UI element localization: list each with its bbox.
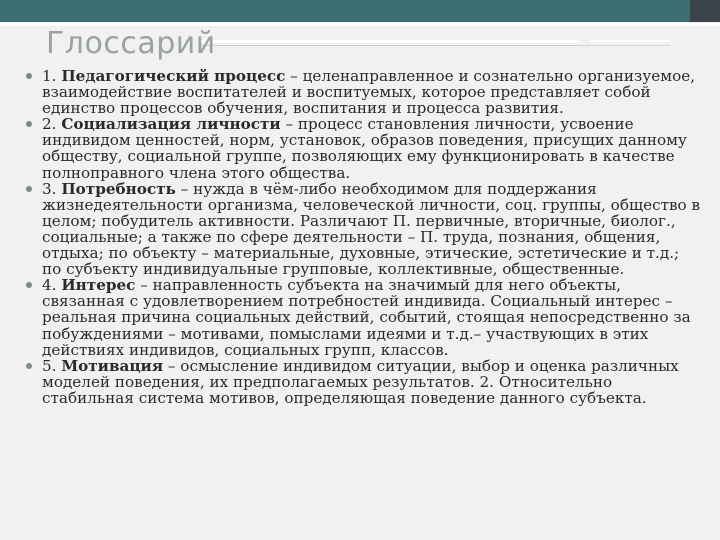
glossary-list	[26, 68, 702, 406]
title-rule-thin	[200, 45, 670, 46]
bullet-icon	[26, 121, 32, 127]
item-term: Социализация личности	[61, 115, 281, 134]
item-term: Мотивация	[61, 356, 164, 375]
item-definition: – целенаправленное и сознательно организуемое, взаимодействие воспитателей и воспитуемых, которое представляет собой единство процессов обучения, воспитания и процесса развития.	[42, 67, 696, 118]
glossary-item-3	[26, 181, 702, 278]
header-bar-teal	[0, 0, 690, 22]
glossary-item-1	[26, 68, 702, 116]
slide-title: Глоссарий	[46, 26, 216, 61]
item-term: Интерес	[61, 276, 136, 295]
glossary-item-2	[26, 116, 702, 180]
title-rule-long	[200, 40, 580, 43]
bullet-icon	[26, 282, 32, 288]
item-number: 1.	[42, 67, 62, 85]
bullet-icon	[26, 186, 32, 192]
item-term: Педагогический процесс	[61, 67, 286, 85]
item-definition: – нужда в чём-либо необходимом для поддержания жизнедеятельности организма, человеческой личности, соц. группы, общество в целом; побудитель активности. Различают П. первичные, вторичные, биолог., социальные; а также по сфере деятельности – П. труда, познания, общения, отдыха; по объекту – материальные, духовные, этические, эстетические и т.д.; по субъекту индивидуальные групповые, коллективные, общественные.	[42, 179, 701, 279]
glossary-item-5	[26, 358, 702, 406]
bullet-icon	[26, 363, 32, 369]
item-term: Потребность	[61, 179, 176, 198]
header-bar	[0, 0, 720, 22]
item-number: 4.	[42, 276, 62, 295]
item-definition: – осмысление индивидом ситуации, выбор и оценка различных моделей поведения, их предполагаемых результатов. 2. Относительно стабильная система мотивов, определяющая поведение данного субъекта.	[42, 356, 679, 407]
item-definition: – процесс становления личности, усвоение индивидом ценностей, норм, установок, образов поведения, присущих данному обществу, социальной группе, позволяющих ему функционировать в качестве полноправного члена этого общества.	[42, 115, 687, 182]
item-definition: – направленность субъекта на значимый для него объекты, связанная с удовлетворением потребностей индивида. Социальный интерес – реальная причина социальных действий, событий, стоящая непосредственно за побуждениями – мотивами, помыслами идеями и т.д.– участвующих в этих действиях индивидов, социальных групп, классов.	[42, 276, 691, 359]
item-number: 5.	[42, 356, 62, 375]
header-bar-dark	[690, 0, 720, 22]
item-number: 2.	[42, 115, 62, 134]
glossary-item-4	[26, 277, 702, 357]
title-rule-short	[590, 40, 670, 42]
bullet-icon	[26, 73, 32, 79]
item-number: 3.	[42, 179, 62, 198]
